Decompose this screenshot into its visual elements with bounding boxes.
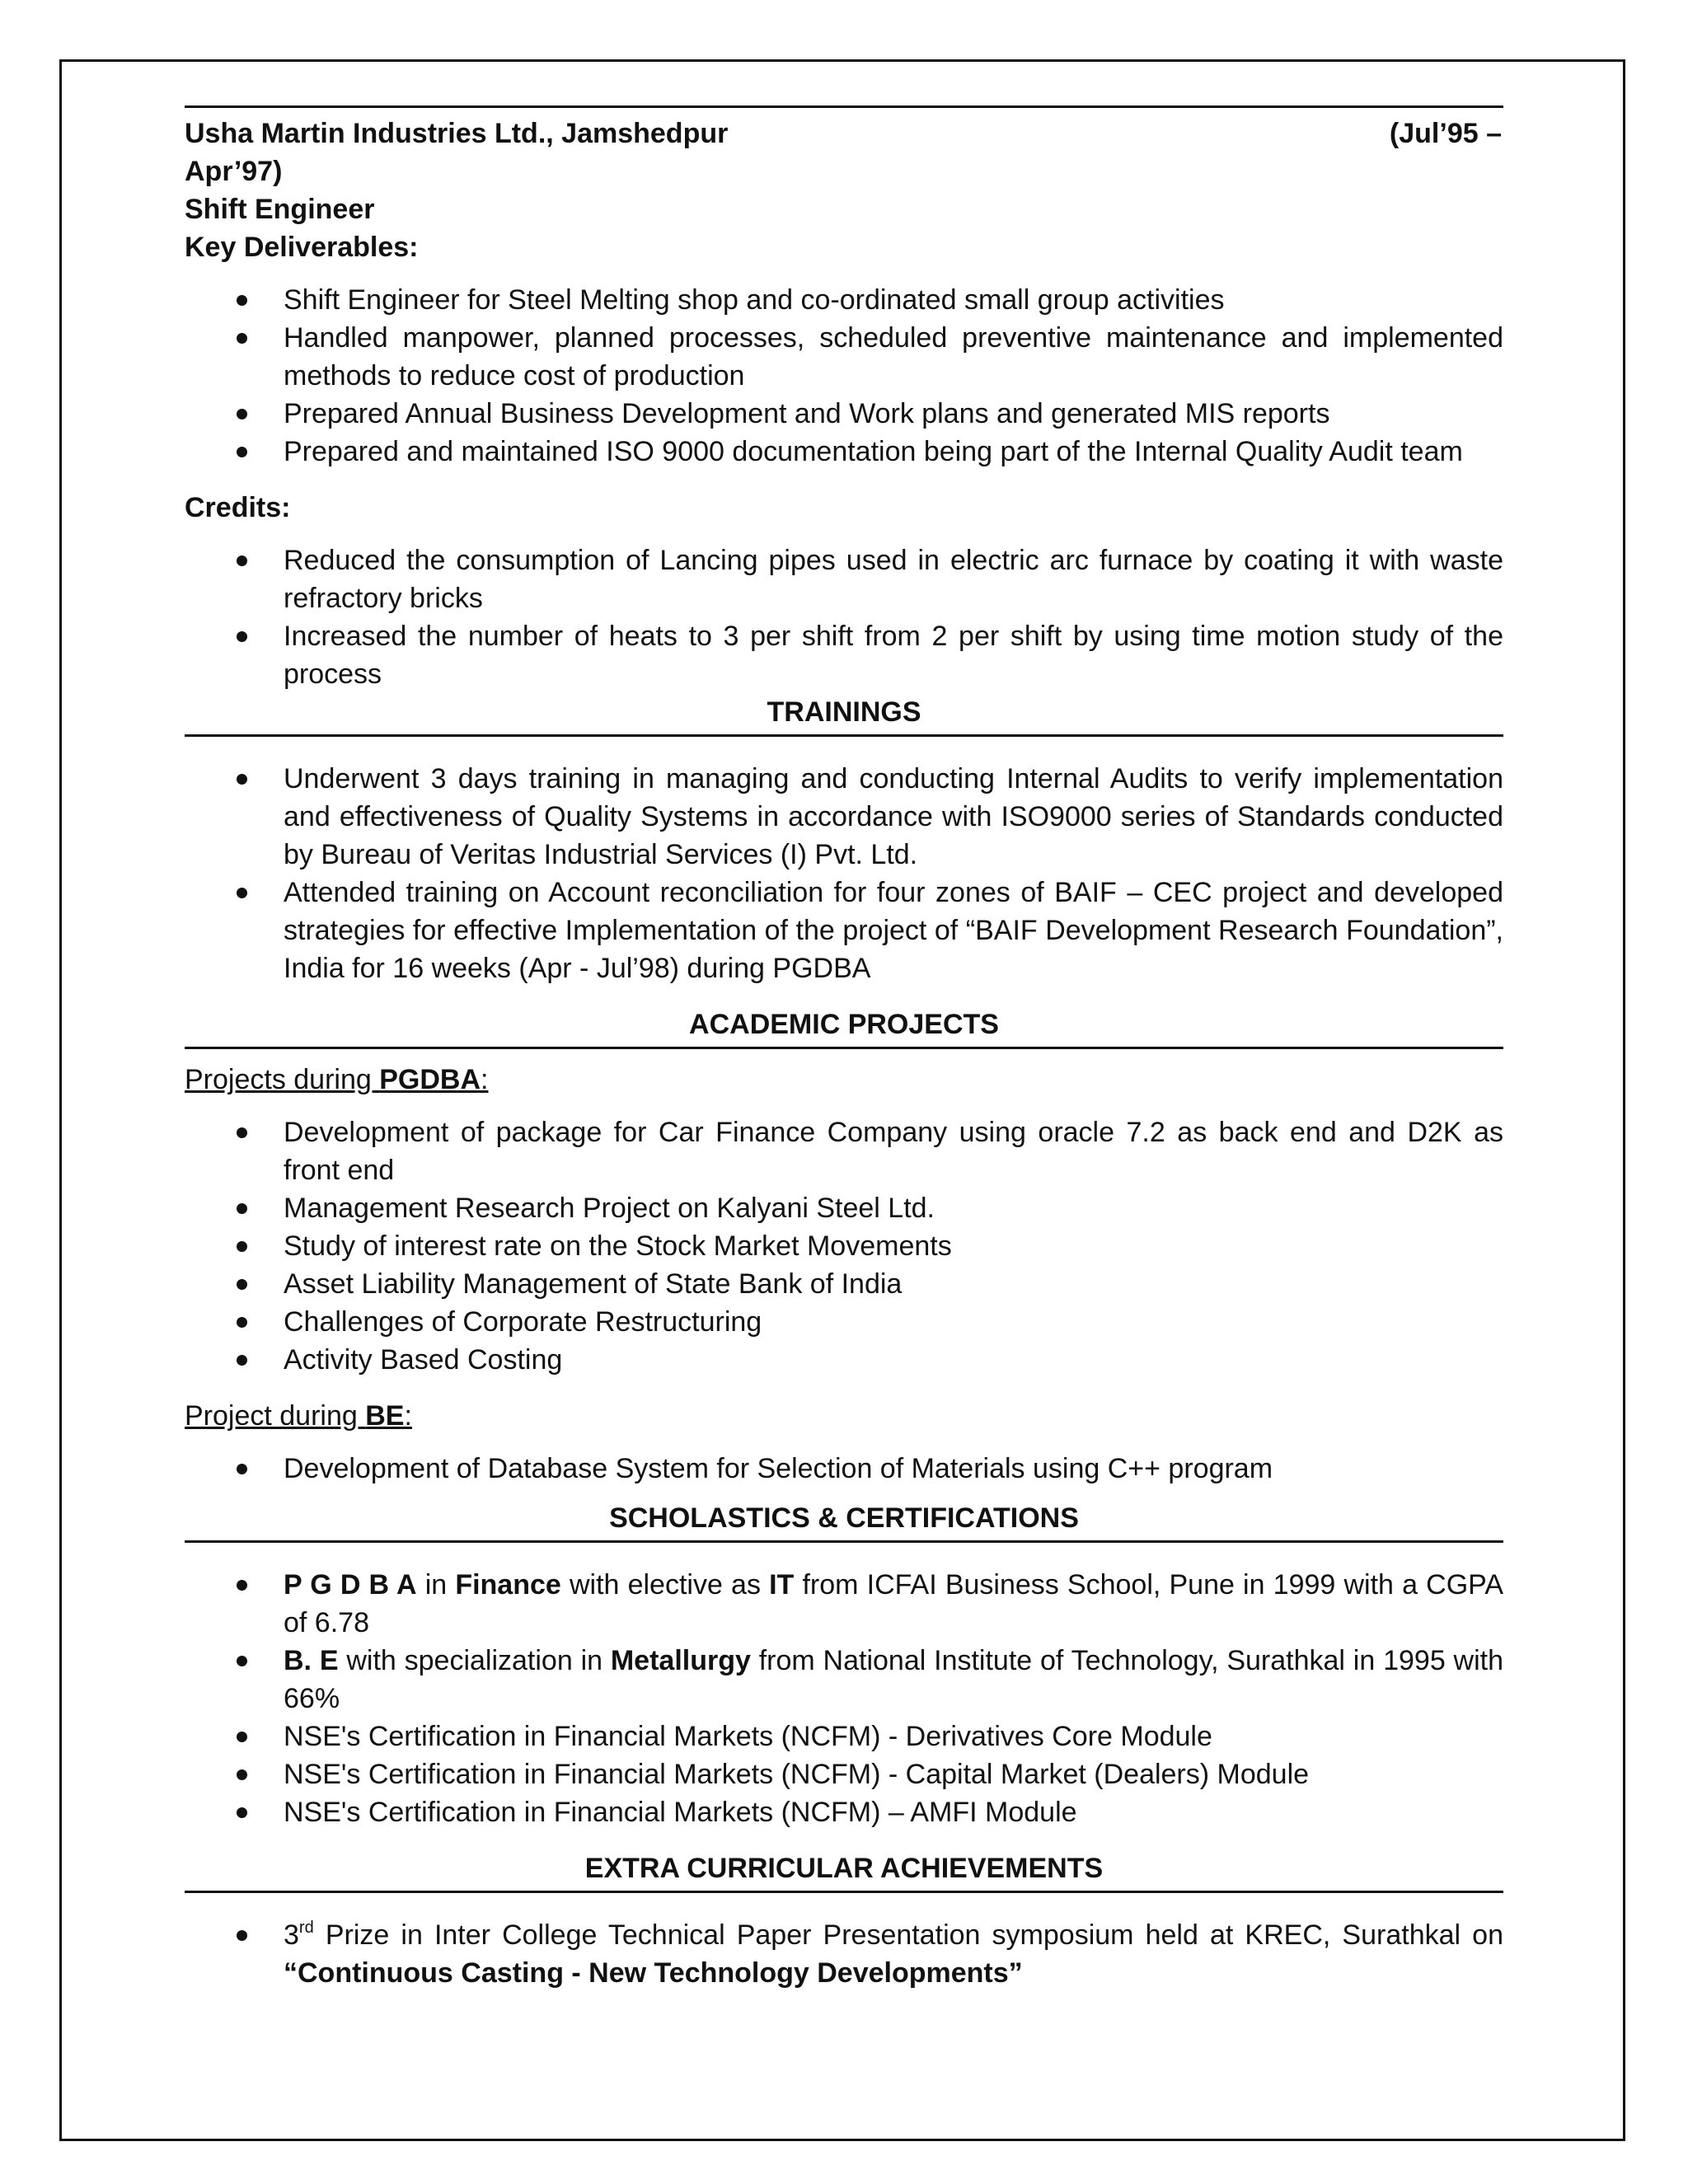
section-title-extra: EXTRA CURRICULAR ACHIEVEMENTS (584, 1853, 1104, 1884)
list-item: Increased the number of heats to 3 per shift from 2 per shift by using time motion study of the process (185, 617, 1503, 693)
list-item: Prepared Annual Business Development and Work plans and generated MIS reports (185, 395, 1503, 433)
list-item: B. E with specialization in Metallurgy from National Institute of Technology, Surathkal in 1995 with 66% (185, 1642, 1503, 1718)
bullet-icon (237, 409, 247, 419)
list-item: Management Research Project on Kalyani Steel Ltd. (185, 1189, 1503, 1227)
pgdba-projects-list (185, 1113, 1503, 1379)
bullet-icon (237, 447, 247, 457)
section-rule (185, 1047, 1503, 1049)
extra-list (185, 1916, 1503, 1992)
bullet-icon (237, 1464, 247, 1474)
section-title-trainings: TRAININGS (767, 696, 921, 728)
period-end: Apr’97) (185, 156, 283, 187)
list-item: NSE's Certification in Financial Markets (NCFM) - Capital Market (Dealers) Module (185, 1755, 1503, 1793)
bullet-icon (237, 1580, 247, 1591)
list-item: NSE's Certification in Financial Markets (NCFM) – AMFI Module (185, 1793, 1503, 1831)
section-rule (185, 1540, 1503, 1543)
bullet-icon (237, 1279, 247, 1290)
bullet-icon (237, 631, 247, 642)
job-role: Shift Engineer (185, 194, 375, 225)
trainings-list (185, 760, 1503, 987)
list-item: NSE's Certification in Financial Markets (NCFM) - Derivatives Core Module (185, 1718, 1503, 1755)
bullet-icon (237, 1241, 247, 1252)
list-item: Study of interest rate on the Stock Market Movements (185, 1227, 1503, 1265)
resume-content (185, 105, 1503, 2010)
list-item: Handled manpower, planned processes, scheduled preventive maintenance and implemented methods to reduce cost of production (185, 319, 1503, 395)
list-item: 3rd Prize in Inter College Technical Paper Presentation symposium held at KREC, Surathkal on “Continuous Casting - New Technology Developments” (185, 1916, 1503, 1992)
section-rule (185, 734, 1503, 737)
bullet-icon (237, 295, 247, 306)
bullet-icon (237, 1203, 247, 1214)
section-rule (185, 1891, 1503, 1893)
company-name: Usha Martin Industries Ltd., Jamshedpur (185, 118, 729, 149)
job-header (185, 115, 1503, 152)
section-title-scholastics: SCHOLASTICS & CERTIFICATIONS (609, 1502, 1079, 1534)
list-item: Asset Liability Management of State Bank of India (185, 1265, 1503, 1303)
bullet-icon (237, 1732, 247, 1742)
bullet-icon (237, 1769, 247, 1780)
list-item: Reduced the consumption of Lancing pipes used in electric arc furnace by coating it with waste refractory bricks (185, 541, 1503, 617)
bullet-icon (237, 1656, 247, 1666)
be-projects-heading: Project during BE: (185, 1400, 412, 1432)
bullet-icon (237, 555, 247, 566)
be-projects-list (185, 1450, 1503, 1488)
bullet-icon (237, 1930, 247, 1941)
bullet-icon (237, 333, 247, 344)
bullet-icon (237, 888, 247, 898)
bullet-icon (237, 1127, 247, 1138)
list-item: Development of Database System for Selection of Materials using C++ program (185, 1450, 1503, 1488)
scholastics-list (185, 1566, 1503, 1831)
credits-label: Credits: (185, 492, 291, 523)
section-title-projects: ACADEMIC PROJECTS (689, 1009, 999, 1040)
list-item: Underwent 3 days training in managing and conducting Internal Audits to verify implementation and effectiveness of Quality Systems in accordance with ISO9000 series of Standards conducted by Bureau of Veritas Industrial Services (I) Pvt. Ltd. (185, 760, 1503, 874)
list-item: P G D B A in Finance with elective as IT from ICFAI Business School, Pune in 1999 with a CGPA of 6.78 (185, 1566, 1503, 1642)
deliverables-list (185, 281, 1503, 471)
deliverables-label: Key Deliverables: (185, 232, 419, 263)
credits-list (185, 541, 1503, 693)
list-item: Activity Based Costing (185, 1341, 1503, 1379)
pgdba-projects-heading: Projects during PGDBA: (185, 1064, 489, 1095)
bullet-icon (237, 1807, 247, 1818)
list-item: Challenges of Corporate Restructuring (185, 1303, 1503, 1341)
period-start: (Jul’95 – (1389, 118, 1502, 149)
top-rule (185, 105, 1503, 108)
bullet-icon (237, 774, 247, 785)
list-item: Attended training on Account reconciliation for four zones of BAIF – CEC project and developed strategies for effective Implementation of the project of “BAIF Development Research Foundation”, India for 16 weeks (Apr - Jul’98) during PGDBA (185, 874, 1503, 987)
bullet-icon (237, 1355, 247, 1366)
list-item: Shift Engineer for Steel Melting shop and co-ordinated small group activities (185, 281, 1503, 319)
list-item: Prepared and maintained ISO 9000 documentation being part of the Internal Quality Audit team (185, 433, 1503, 471)
bullet-icon (237, 1317, 247, 1328)
list-item: Development of package for Car Finance Company using oracle 7.2 as back end and D2K as front end (185, 1113, 1503, 1189)
